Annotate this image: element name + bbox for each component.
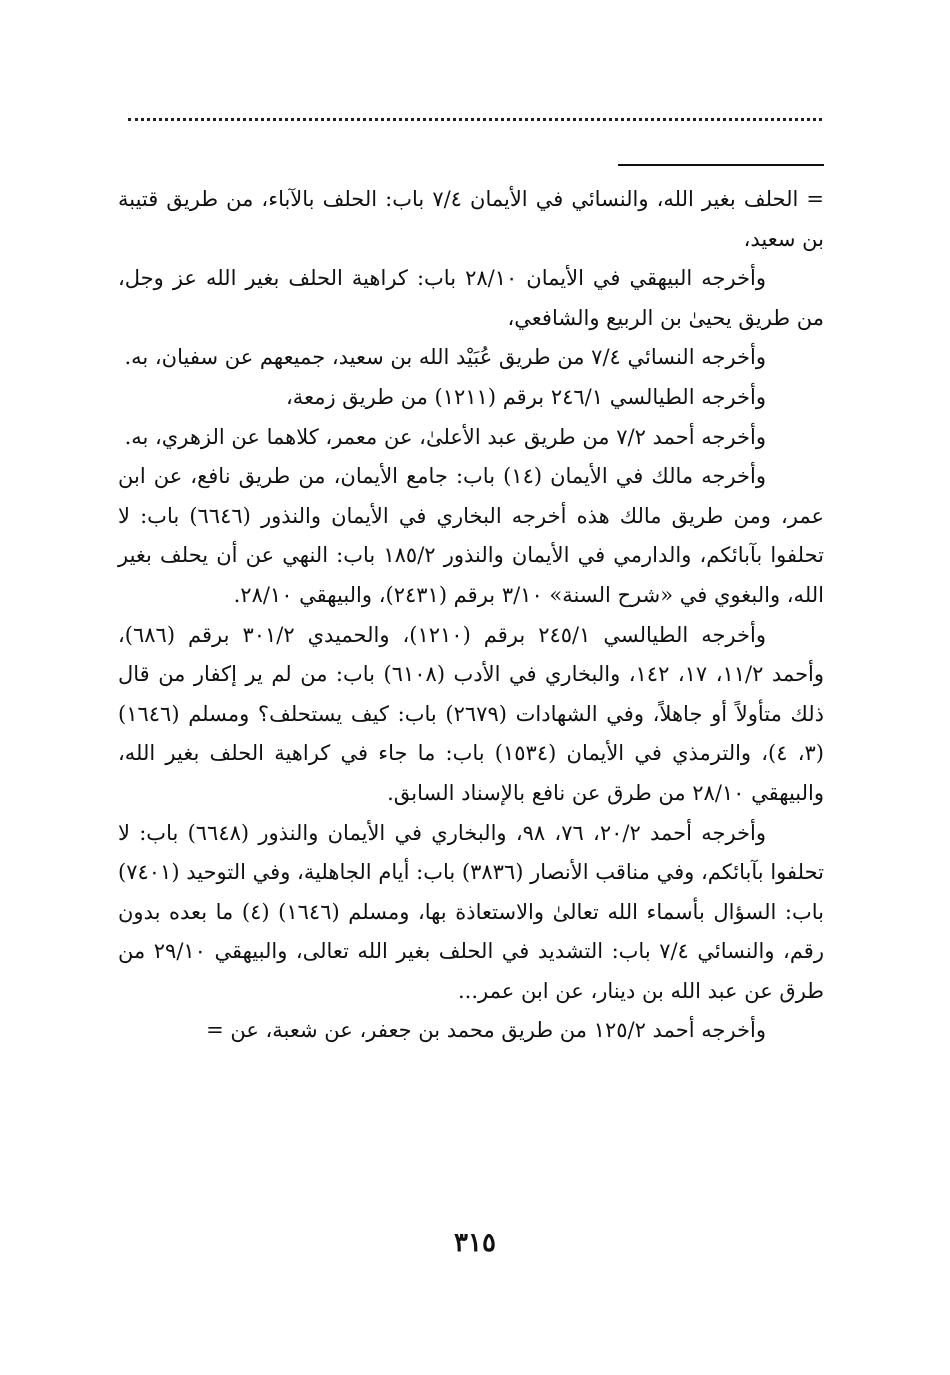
page-number: ٣١٥ — [454, 1228, 496, 1258]
footnote-paragraph-6: وأخرجه مالك في الأيمان (١٤) باب: جامع الأيمان، من طريق نافع، عن ابن عمر، ومن طريق مالك هذه أخرجه البخاري في الأيمان والنذور (٦٦٤٦) باب: لا تحلفوا بآبائكم، والدارمي في الأيمان والنذور ١٨٥/٢ باب: النهي عن أن يحلف بغير الله، والبغوي في «شرح السنة» ٣/١٠ برقم (٢٤٣١)، والبيهقي ٢٨/١٠. — [118, 464, 825, 607]
footnotes-block — [118, 180, 824, 1051]
footnote-paragraph-8: وأخرجه أحمد ٢٠/٢، ٧٦، ٩٨، والبخاري في الأيمان والنذور (٦٦٤٨) باب: لا تحلفوا بآبائكم، وفي مناقب الأنصار (٣٨٣٦) باب: أيام الجاهلية، وفي التوحيد (٧٤٠١) باب: السؤال بأسماء الله تعالىٰ والاستعاذة بها، ومسلم (١٦٤٦) (٤) ما بعده بدون رقم، والنسائي ٧/٤ باب: التشديد في الحلف بغير الله تعالى، والبيهقي ٢٩/١٠ من طرق عن عبد الله بن دينار، عن ابن عمر... — [118, 820, 825, 1003]
footnote-paragraph-7: وأخرجه الطيالسي ٢٤٥/١ برقم (١٢١٠)، والحميدي ٣٠١/٢ برقم (٦٨٦)، وأحمد ١١/٢، ١٧، ١٤٢، والبخاري في الأدب (٦١٠٨) باب: من لم ير إكفار من قال ذلك متأولاً أو جاهلاً، وفي الشهادات (٢٦٧٩) باب: كيف يستحلف؟ ومسلم (١٦٤٦) (٣، ٤)، والترمذي في الأيمان (١٥٣٤) باب: ما جاء في كراهية الحلف بغير الله، والبيهقي ٢٨/١٠ من طرق عن نافع بالإسناد السابق. — [118, 622, 825, 805]
footnote-paragraph-3: وأخرجه النسائي ٧/٤ من طريق عُبَيْد الله بن سعيد، جميعهم عن سفيان، به. — [124, 345, 766, 370]
footnote-paragraph-5: وأخرجه أحمد ٧/٢ من طريق عبد الأعلىٰ، عن معمر، كلاهما عن الزهري، به. — [124, 424, 766, 449]
footnote-paragraph-1: = الحلف بغير الله، والنسائي في الأيمان ٧/٤ باب: الحلف بالآباء، من طريق قتيبة بن سعيد، — [118, 187, 824, 251]
footnote-rule — [618, 164, 824, 166]
footnote-paragraph-4: وأخرجه الطيالسي ٢٤٦/١ برقم (١٢١١) من طريق زمعة، — [286, 384, 766, 409]
footnote-paragraph-9: وأخرجه أحمد ١٢٥/٢ من طريق محمد بن جعفر، عن شعبة، عن = — [206, 1018, 766, 1043]
footnote-paragraph-2: وأخرجه البيهقي في الأيمان ٢٨/١٠ باب: كراهية الحلف بغير الله عز وجل، من طريق يحيىٰ بن الربيع والشافعي، — [118, 266, 824, 330]
dotted-separator — [128, 118, 822, 121]
